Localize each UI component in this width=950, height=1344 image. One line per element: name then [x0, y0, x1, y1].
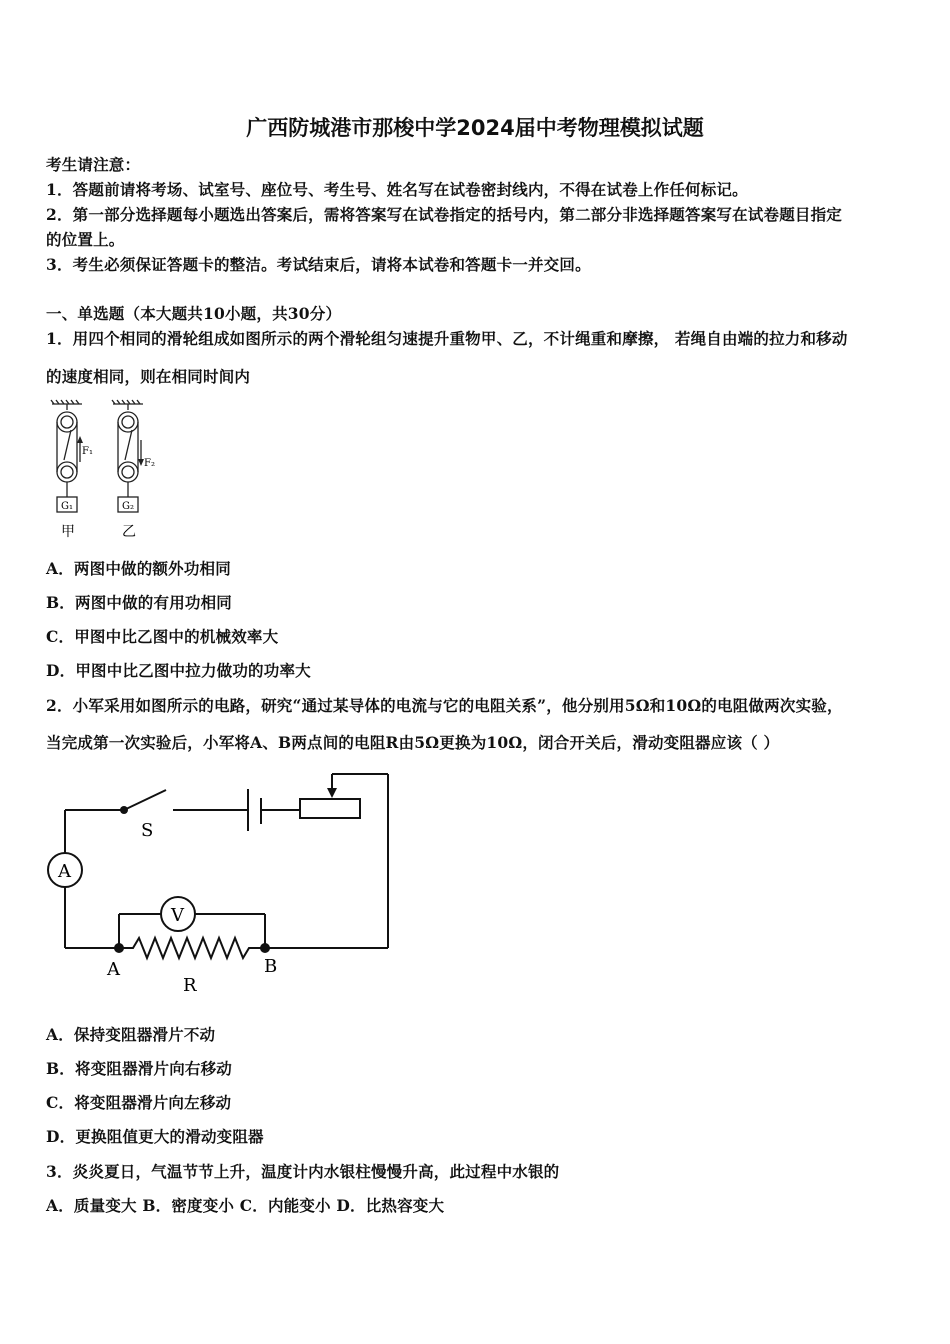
q1-option-b: B．两图中做的有用功相同 [46, 593, 233, 612]
q2-stem-line1: 2．小军采用如图所示的电路，研究“通过某导体的电流与它的电阻关系”，他分别用5Ω和10Ω的电阻做两次实验， [46, 696, 843, 715]
q3-stem: 3．炎炎夏日，气温节节上升，温度计内水银柱慢慢升高，此过程中水银的 [46, 1162, 560, 1181]
weight-label-left: G₁ [61, 501, 73, 512]
q1-option-a: A．两图中做的额外功相同 [46, 559, 231, 578]
resistor-label: R [183, 975, 197, 996]
section-heading: 一、单选题（本大题共10小题，共30分） [46, 304, 342, 323]
pulley-figure [40, 396, 170, 544]
switch-label: S [141, 820, 154, 841]
notice-heading: 考生请注意： [46, 155, 141, 174]
circuit-figure [40, 766, 400, 1000]
notice-item-3: 3．考生必须保证答题卡的整洁。考试结束后，请将本试卷和答题卡一并交回。 [46, 255, 591, 274]
force-label-right: F₂ [144, 458, 155, 469]
point-a-label: A [107, 959, 120, 980]
notice-item-1: 1．答题前请将考场、试室号、座位号、考生号、姓名写在试卷密封线内，不得在试卷上作任何标记。 [46, 180, 748, 199]
caption-left: 甲 [61, 524, 75, 540]
notice-item-2: 2．第一部分选择题每小题选出答案后，需将答案写在试卷指定的括号内，第二部分非选择题答案写在试卷题目指定 [46, 205, 842, 224]
q2-option-c: C．将变阻器滑片向左移动 [46, 1093, 232, 1112]
ammeter-label: A [58, 861, 71, 882]
weight-label-right: G₂ [122, 501, 134, 512]
q1-stem-line2: 的速度相同，则在相同时间内 [46, 367, 251, 386]
caption-right: 乙 [122, 524, 136, 540]
q2-option-d: D．更换阻值更大的滑动变阻器 [46, 1127, 264, 1146]
q2-stem-line2: 当完成第一次实验后，小军将A、B两点间的电阻R由5Ω更换为10Ω，闭合开关后，滑动变阻器应该（ ） [46, 733, 780, 752]
q1-stem-line1: 1．用四个相同的滑轮组成如图所示的两个滑轮组匀速提升重物甲、乙，不计绳重和摩擦， 若绳自由端的拉力和移动 [46, 329, 848, 348]
point-b-label: B [264, 956, 278, 977]
force-label-left: F₁ [82, 446, 93, 457]
notice-item-2-cont: 的位置上。 [46, 230, 125, 249]
q2-option-b: B．将变阻器滑片向右移动 [46, 1059, 233, 1078]
page-title: 广西防城港市那梭中学2024届中考物理模拟试题 [246, 116, 704, 140]
q3-options: A．质量变大 B．密度变小 C．内能变小 D．比热容变大 [46, 1196, 445, 1215]
voltmeter-label: V [171, 905, 184, 926]
q2-option-a: A．保持变阻器滑片不动 [46, 1025, 216, 1044]
q1-option-d: D．甲图中比乙图中拉力做功的功率大 [46, 661, 311, 680]
q1-option-c: C．甲图中比乙图中的机械效率大 [46, 627, 279, 646]
